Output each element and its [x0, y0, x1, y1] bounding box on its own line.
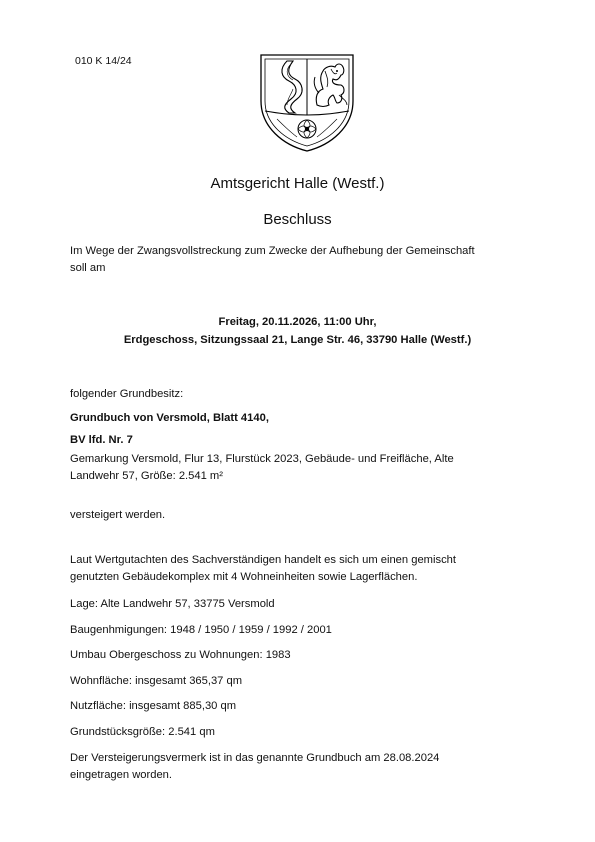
intro-line-2: soll am — [70, 262, 106, 274]
usable-area-line: Nutzfläche: insgesamt 885,30 qm — [70, 700, 237, 712]
property-label: folgender Grundbesitz: — [70, 388, 184, 400]
register-note-line-2: eingetragen worden. — [70, 769, 173, 781]
intro-line-1: Im Wege der Zwangsvollstreckung zum Zwecke der Aufhebung der Gemeinschaft — [70, 245, 475, 257]
cadastral-line-2: Landwehr 57, Größe: 2.541 m² — [70, 470, 223, 482]
plot-size-line: Grundstücksgröße: 2.541 qm — [70, 726, 215, 738]
bv-number: BV lfd. Nr. 7 — [70, 434, 133, 446]
cadastral-line-1: Gemarkung Versmold, Flur 13, Flurstück 2023, Gebäude- und Freifläche, Alte — [70, 453, 454, 465]
appraisal-line-2: genutzten Gebäudekomplex mit 4 Wohneinheiten sowie Lagerflächen. — [70, 571, 418, 583]
conversion-line: Umbau Obergeschoss zu Wohnungen: 1983 — [70, 649, 291, 661]
case-number: 010 K 14/24 — [75, 55, 132, 67]
nrw-coat-of-arms-icon — [257, 49, 357, 153]
location-line: Lage: Alte Landwehr 57, 33775 Versmold — [70, 598, 275, 610]
auction-location: Erdgeschoss, Sitzungssaal 21, Lange Str. 46, 33790 Halle (Westf.) — [123, 334, 472, 346]
auction-date: Freitag, 20.11.2026, 11:00 Uhr, — [218, 316, 377, 328]
appraisal-line-1: Laut Wertgutachten des Sachverständigen handelt es sich um einen gemischt — [70, 554, 456, 566]
building-permits-line: Baugenhmigungen: 1948 / 1950 / 1959 / 1992 / 2001 — [70, 624, 332, 636]
register-note-line-1: Der Versteigerungsvermerk ist in das genannte Grundbuch am 28.08.2024 — [70, 752, 440, 764]
land-register-entry: Grundbuch von Versmold, Blatt 4140, — [70, 412, 269, 424]
living-area-line: Wohnfläche: insgesamt 365,37 qm — [70, 675, 243, 687]
document-title: Beschluss — [263, 211, 332, 228]
court-name: Amtsgericht Halle (Westf.) — [210, 175, 385, 192]
auction-statement: versteigert werden. — [70, 509, 166, 521]
